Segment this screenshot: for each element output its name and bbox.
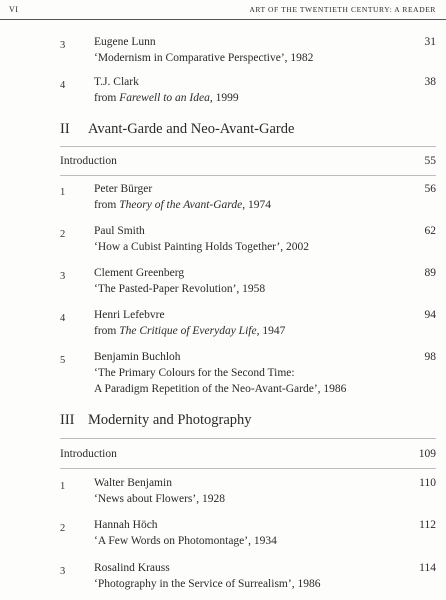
intro-page: 109 [418, 448, 436, 460]
entry-author: Peter Bürger [94, 183, 153, 195]
entry-number: 3 [60, 566, 66, 577]
intro-label: Introduction [60, 155, 117, 167]
section-rule [60, 438, 436, 439]
entry-page: 94 [424, 309, 436, 321]
entry-page: 110 [419, 477, 436, 489]
running-header [0, 0, 446, 20]
entry-number: 2 [60, 229, 66, 240]
entry-page: 112 [419, 519, 436, 531]
entry-page: 38 [424, 76, 436, 88]
intro-label: Introduction [60, 448, 117, 460]
entry-author: Benjamin Buchloh [94, 351, 181, 363]
entry-title-continued: A Paradigm Repetition of the Neo-Avant-Garde’, 1986 [94, 383, 347, 395]
entry-page: 56 [424, 183, 436, 195]
entry-title: ‘A Few Words on Photomontage’, 1934 [94, 535, 277, 547]
section-title: Avant-Garde and Neo-Avant-Garde [88, 121, 295, 137]
entry-rule [60, 468, 436, 469]
entry-author: Walter Benjamin [94, 477, 172, 489]
entry-title: ‘News about Flowers’, 1928 [94, 493, 225, 505]
section-rule [60, 146, 436, 147]
entry-author: Rosalind Krauss [94, 562, 170, 574]
entry-number: 2 [60, 523, 66, 534]
section-numeral: II [60, 121, 70, 137]
entry-title: ‘Modernism in Comparative Perspective’, 1982 [94, 52, 314, 64]
section-heading [60, 121, 446, 138]
entry-author: Paul Smith [94, 225, 145, 237]
entry-title: ‘The Primary Colours for the Second Time: [94, 367, 295, 379]
entry-title: from Theory of the Avant-Garde, 1974 [94, 199, 271, 211]
entry-number: 4 [60, 313, 66, 324]
running-title: ART OF THE TWENTIETH CENTURY: A READER [249, 5, 436, 14]
entry-page: 31 [424, 36, 436, 48]
entry-number: 3 [60, 40, 66, 51]
entry-number: 1 [60, 481, 66, 492]
entry-author: T.J. Clark [94, 76, 139, 88]
entry-author: Henri Lefebvre [94, 309, 165, 321]
entry-number: 1 [60, 187, 66, 198]
entry-page: 89 [424, 267, 436, 279]
entry-title: from The Critique of Everyday Life, 1947 [94, 325, 286, 337]
entry-author: Clement Greenberg [94, 267, 185, 279]
page-folio: VI [9, 5, 19, 14]
entry-title: ‘Photography in the Service of Surrealism’, 1986 [94, 578, 321, 590]
entry-number: 5 [60, 355, 66, 366]
entry-rule [60, 175, 436, 176]
entry-page: 114 [419, 562, 436, 574]
entry-page: 62 [424, 225, 436, 237]
entry-number: 4 [60, 80, 66, 91]
entry-title: from Farewell to an Idea, 1999 [94, 92, 239, 104]
section-title: Modernity and Photography [88, 412, 252, 428]
section-heading [60, 412, 446, 429]
entry-title: ‘How a Cubist Painting Holds Together’, 2002 [94, 241, 310, 253]
header-rule [0, 19, 446, 20]
entry-number: 3 [60, 271, 66, 282]
entry-author: Eugene Lunn [94, 36, 156, 48]
entry-title: ‘The Pasted-Paper Revolution’, 1958 [94, 283, 266, 295]
intro-page: 55 [424, 155, 436, 167]
entry-page: 98 [424, 351, 436, 363]
entry-author: Hannah Höch [94, 519, 158, 531]
section-numeral: III [60, 412, 75, 428]
